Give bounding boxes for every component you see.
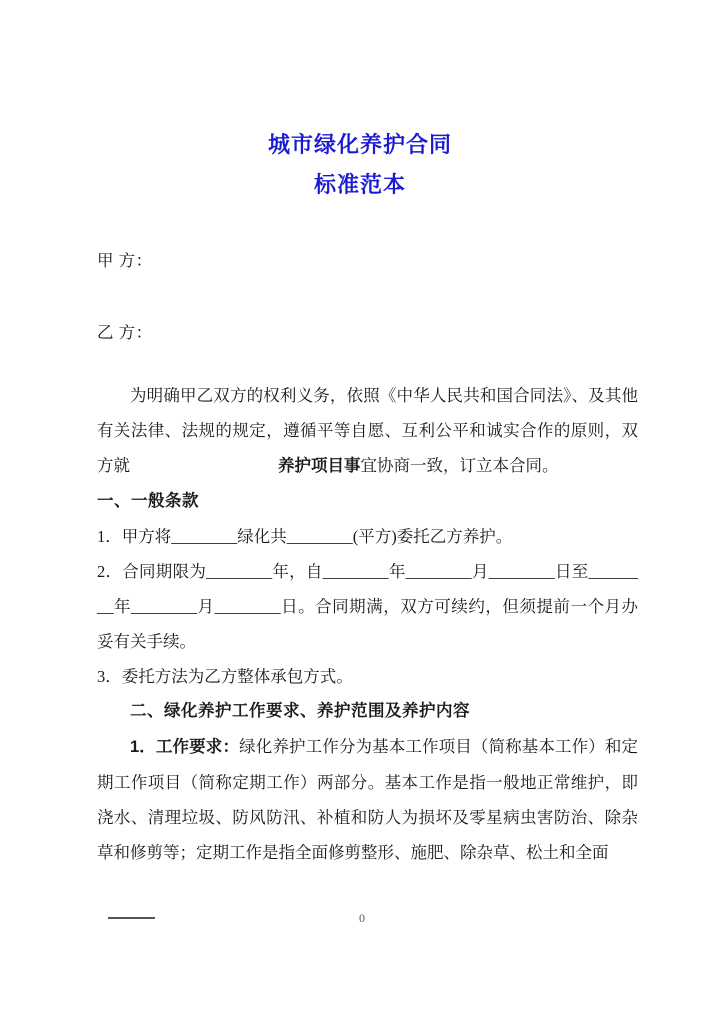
document-title bbox=[0, 128, 720, 202]
section-one-heading: 一、一般条款 bbox=[97, 492, 199, 510]
section-one-item-2: 2．合同期限为________年，自________年________月________日至________年________月________日。合同期满，双方可续约，但须提前一个月办妥有关手续。 bbox=[97, 562, 638, 651]
footer-page-number bbox=[0, 906, 720, 930]
page-footer bbox=[0, 906, 720, 936]
section-two-item-1 bbox=[97, 729, 638, 870]
preamble-text-before: 为明确甲乙双方的权利义务，依照《中华人民共和国合同法》、及其他有关法律、法规的规定，遵循平等自愿、互利公平和诚实合作的原则，双方就 bbox=[97, 386, 638, 475]
section-two-item-1-text: 绿化养护工作分为基本工作项目（简称基本工作）和定期工作项目（简称定期工作）两部分。基本工作是指一般地正常维护，即浇水、清理垃圾、防风防汛、补植和防人为损坏及零星病虫害防治、除杂草和修剪等；定期工作是指全面修剪整形、施肥、除杂草、松土和全面 bbox=[97, 737, 639, 862]
document-title-line-2: 标准范本 bbox=[313, 172, 406, 197]
footer-page-number-value: 0 bbox=[359, 911, 365, 925]
preamble-paragraph bbox=[97, 378, 638, 484]
section-one-item-1: 1．甲方将________绿化共________(平方)委托乙方养护。 bbox=[97, 527, 513, 546]
section-one-item-3: 3．委托方法为乙方整体承包方式。 bbox=[97, 667, 353, 686]
party-spacer bbox=[97, 278, 638, 315]
section-two-heading: 二、绿化养护工作要求、养护范围及养护内容 bbox=[130, 702, 470, 720]
preamble-text-after: 宜协商一致，订立本合同。 bbox=[360, 456, 559, 475]
preamble-spacer bbox=[97, 350, 638, 378]
party-b-label: 乙 方： bbox=[97, 323, 153, 342]
section-two-item-1-label: 1．工作要求： bbox=[130, 738, 240, 756]
preamble-bold-term: 养护项目事 bbox=[278, 457, 361, 475]
document-body bbox=[97, 243, 638, 870]
party-a-label: 甲 方： bbox=[97, 251, 153, 270]
document-title-line-1: 城市绿化养护合同 bbox=[267, 132, 452, 157]
